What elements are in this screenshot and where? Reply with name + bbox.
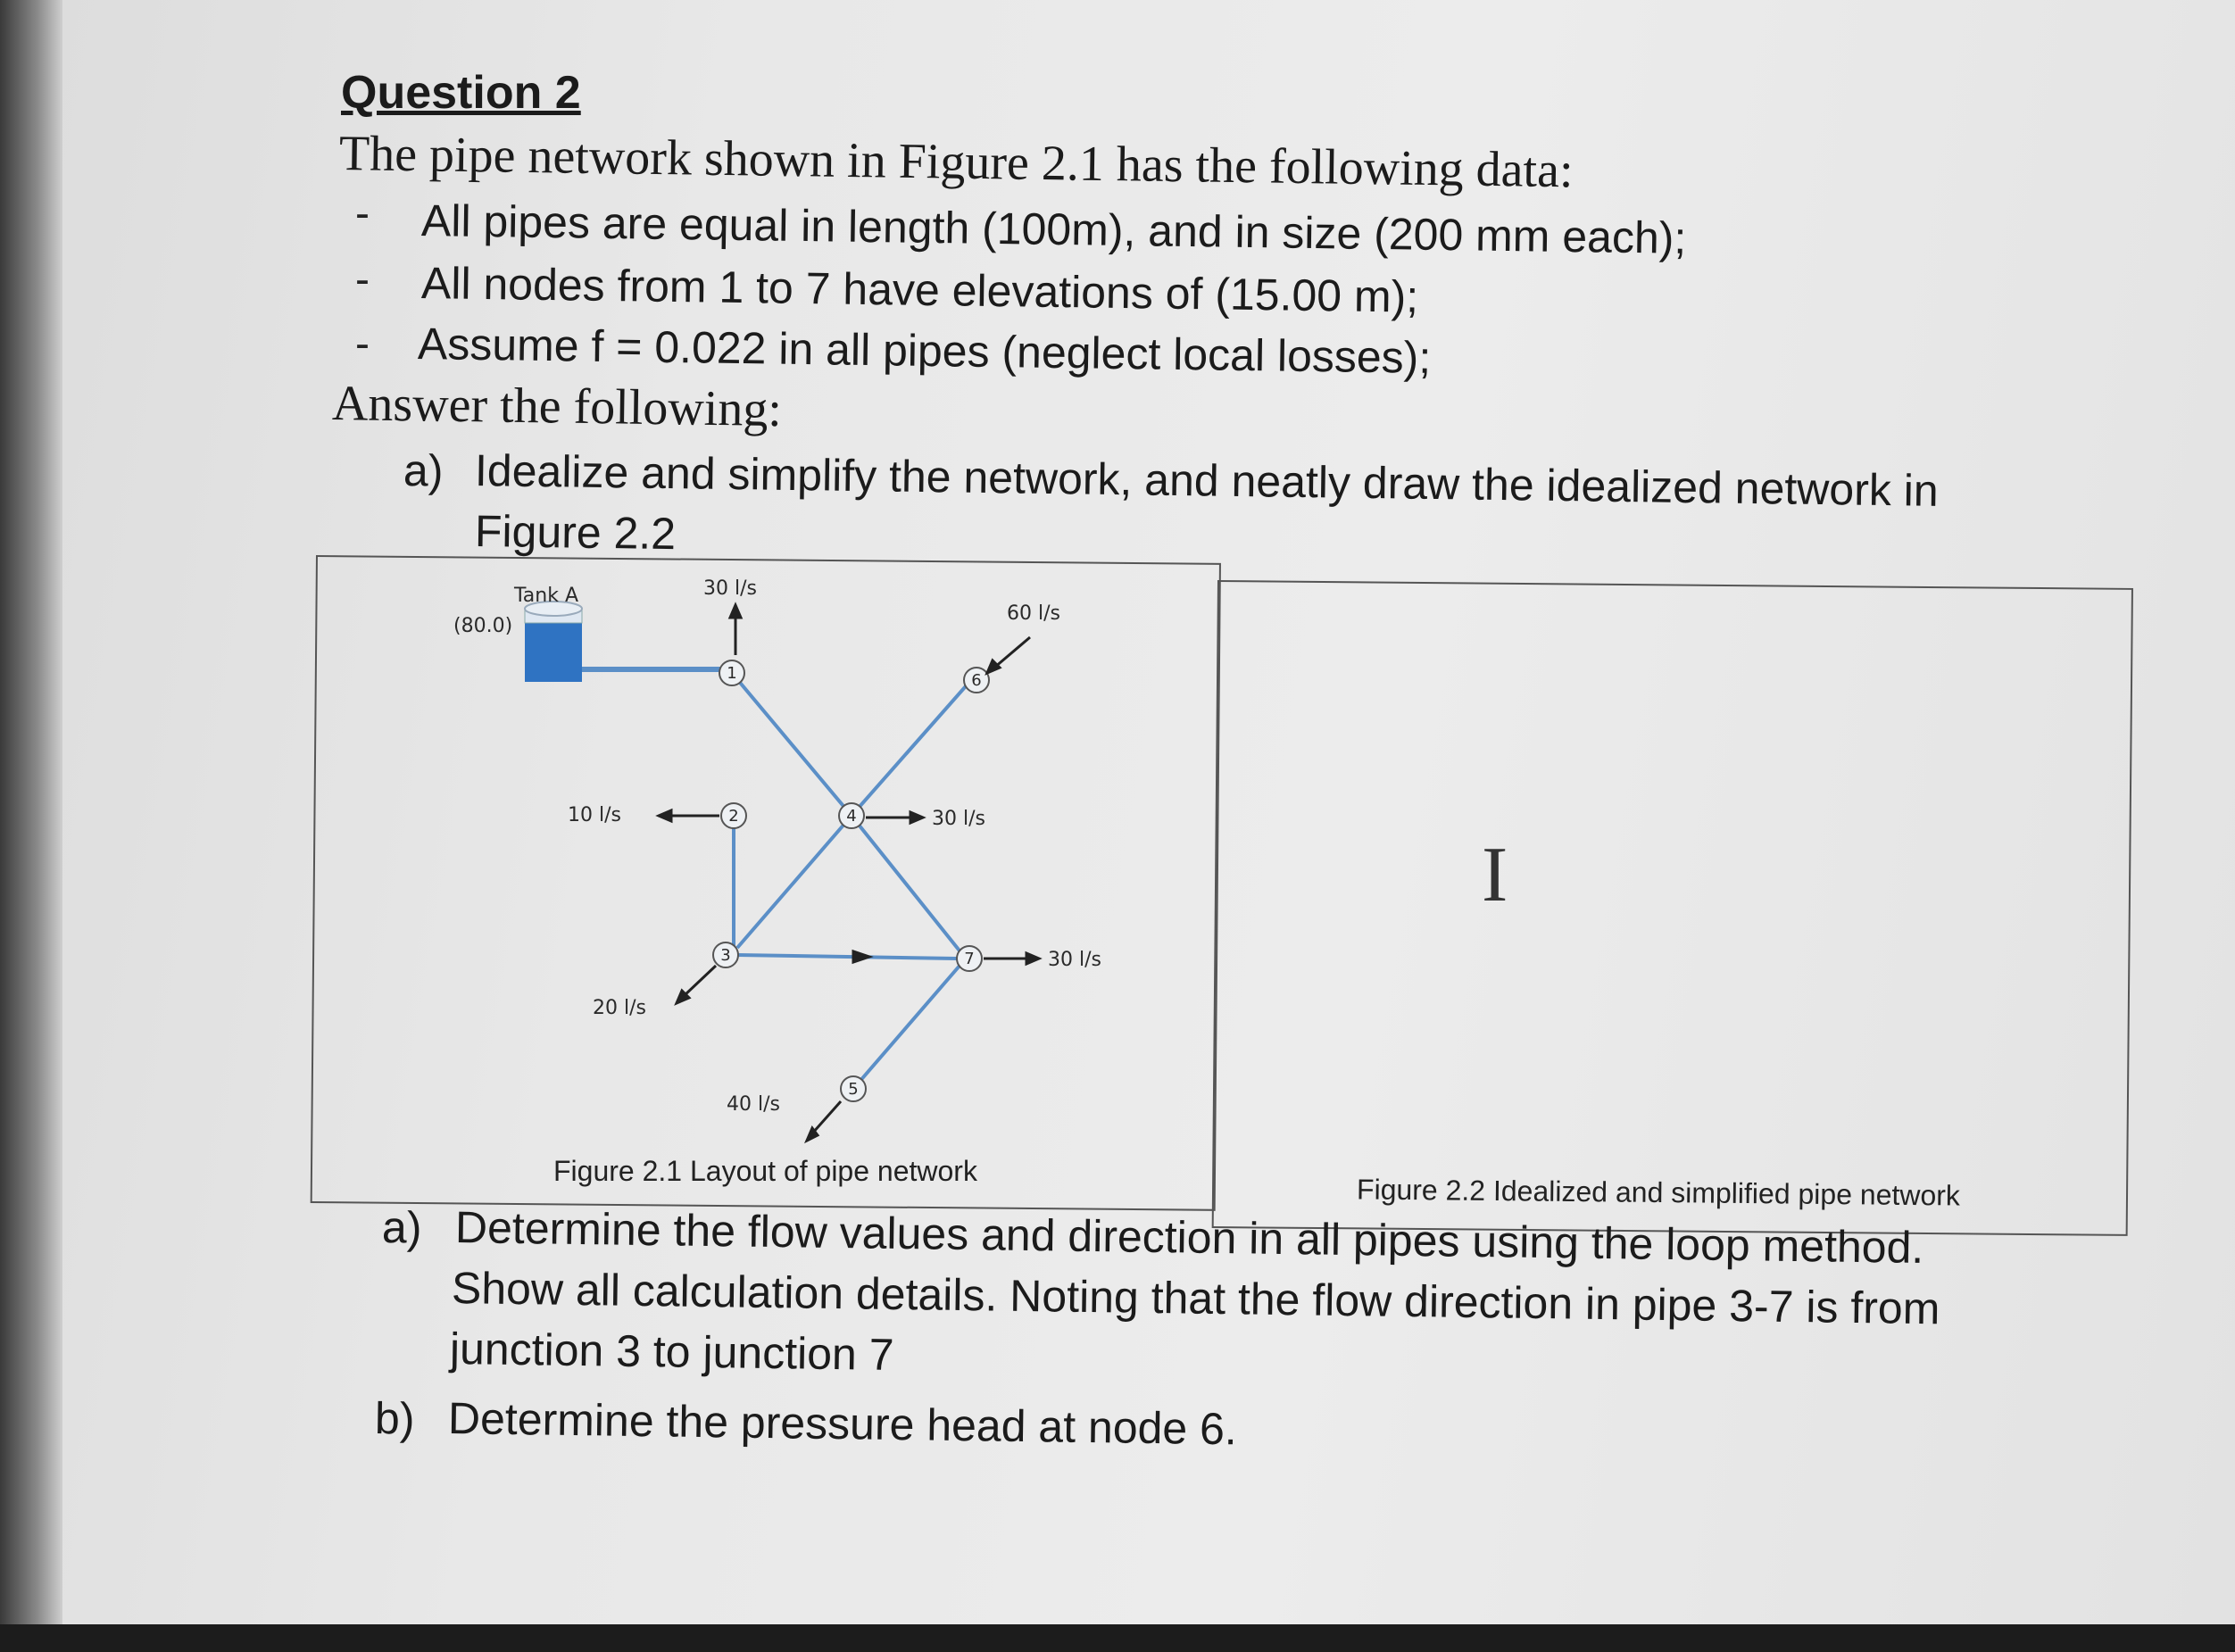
figure-2-1-caption: Figure 2.1 Layout of pipe network [553,1155,977,1187]
arrow-node5 [812,1101,841,1133]
part-a1-label: a) [403,445,444,496]
bullet-marker: - [355,320,370,368]
part-a1-text-cont: Figure 2.2 [474,506,677,560]
text-cursor-icon: I [1482,832,1508,918]
tank-label: Tank A [514,585,579,607]
pipes [582,669,971,1089]
tank-a-icon [525,602,582,682]
bullet-marker: - [355,256,370,303]
flow-label-node2: 10 l/s [568,804,621,826]
arrow-node6 [994,637,1030,668]
part-b-label: b) [374,1393,415,1444]
arrow-pipe-3-7 [853,951,869,962]
question-title: Question 2 [341,67,581,119]
svg-text:5: 5 [848,1080,859,1099]
pipe-network-diagram [316,555,1217,1198]
flow-label-node3: 20 l/s [593,997,646,1019]
pipe-4-7 [852,816,966,959]
part-a2-text-cont: Show all calculation details. Noting that the flow direction in pipe 3-7 is from [451,1263,1940,1334]
flow-label-node6: 60 l/s [1007,602,1060,625]
flow-label-node7: 30 l/s [1048,949,1101,971]
svg-text:3: 3 [720,946,731,965]
tank-elevation: (80.0) [453,615,513,637]
svg-text:2: 2 [728,807,739,826]
bullet-item: All nodes from 1 to 7 have elevations of (15.00 m); [420,258,1419,322]
pipe-1-4 [732,673,852,816]
part-a1-text: Idealize and simplify the network, and neatly draw the idealized network in [474,445,1940,516]
pipe-4-6 [852,680,971,816]
part-a2-label: a) [381,1202,422,1253]
flow-label-node1: 30 l/s [703,577,757,600]
part-b-text: Determine the pressure head at node 6. [447,1393,1238,1455]
answer-heading: Answer the following: [331,376,783,438]
screen-bezel-left [0,0,62,1624]
bullet-item: Assume f = 0.022 in all pipes (neglect local losses); [417,319,1432,383]
screen-bezel-bottom [0,1624,2235,1652]
flow-label-node5: 40 l/s [727,1093,780,1116]
bullet-item: All pipes are equal in length (100m), and in size (200 mm each); [420,195,1687,263]
svg-text:7: 7 [964,950,975,968]
intro-text: The pipe network shown in Figure 2.1 has the following data: [338,126,1574,199]
part-a2-text: Determine the flow values and direction in all pipes using the loop method. [454,1202,1924,1273]
pipe-3-4 [737,816,852,948]
arrow-node3 [684,966,716,996]
svg-text:6: 6 [971,671,982,690]
flow-label-node4: 30 l/s [932,808,985,830]
figure-2-2-frame [1212,580,2133,1236]
svg-text:4: 4 [846,807,857,826]
figure-2-2-caption: Figure 2.2 Idealized and simplified pipe network [1356,1173,1961,1212]
bullet-marker: - [355,190,370,237]
svg-text:1: 1 [727,664,737,683]
pipe-3-7 [737,955,957,959]
pipe-7-5 [853,959,966,1089]
part-a2-text-cont2: junction 3 to junction 7 [449,1324,894,1380]
